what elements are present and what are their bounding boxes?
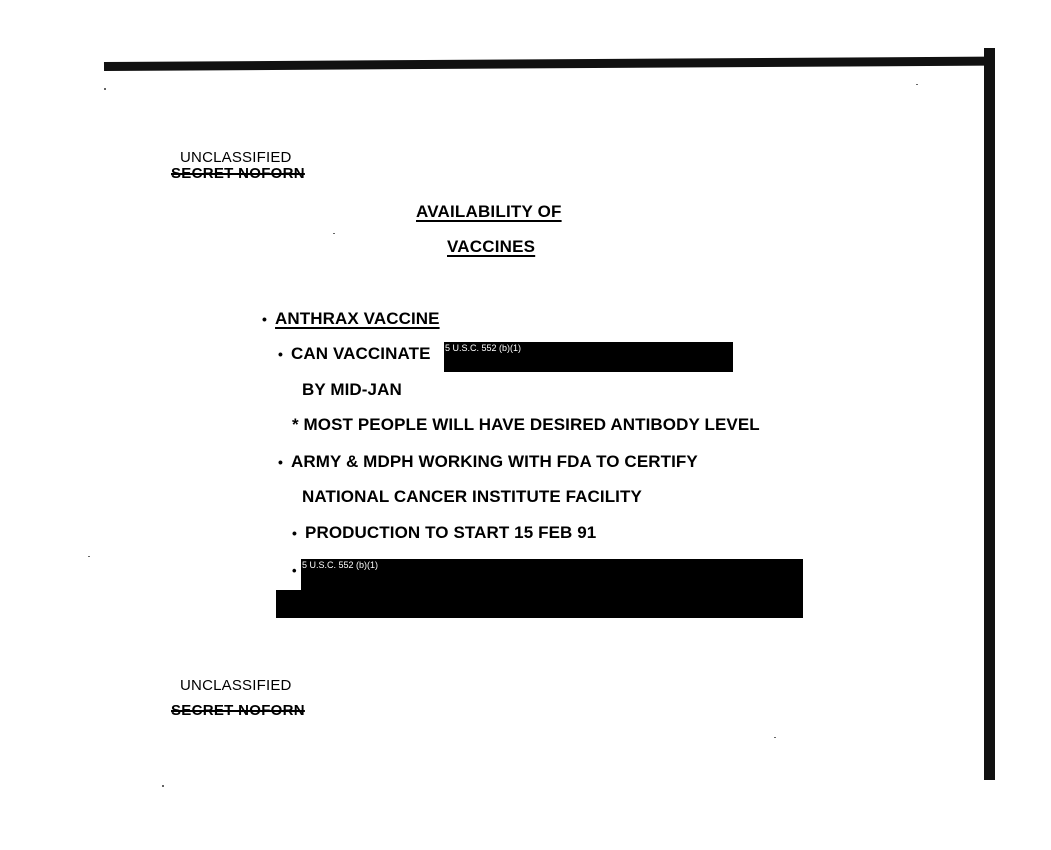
page-top-border (104, 57, 986, 71)
bullet-icon: • (278, 346, 284, 362)
scan-speck (162, 785, 164, 787)
list-item (292, 523, 596, 543)
bullet-icon: • (262, 311, 268, 327)
document-title-line-1: AVAILABILITY OF (416, 202, 562, 221)
redaction-block-lower (276, 590, 803, 618)
redaction-label: 5 U.S.C. 552 (b)(1) (302, 560, 379, 570)
footer-struck-marking: SECRET NOFORN (171, 702, 305, 719)
list-item: BY MID-JAN (302, 380, 402, 399)
list-item (278, 452, 698, 472)
scan-speck (104, 88, 106, 90)
scan-speck (774, 737, 776, 738)
redaction-block (444, 342, 733, 372)
section-heading-text: ANTHRAX VACCINE (275, 309, 440, 328)
list-item-text: ARMY & MDPH WORKING WITH FDA TO CERTIFY (291, 452, 698, 471)
bullet-icon: • (292, 525, 298, 541)
footer-classification: UNCLASSIFIED (180, 677, 292, 694)
list-item-text: CAN VACCINATE (291, 344, 431, 363)
scan-speck (333, 233, 335, 234)
document-title-line-2: VACCINES (447, 237, 536, 256)
redaction-label: 5 U.S.C. 552 (b)(1) (445, 343, 522, 353)
header-struck-marking: SECRET NOFORN (171, 165, 305, 182)
section-heading (262, 309, 440, 329)
list-item: NATIONAL CANCER INSTITUTE FACILITY (302, 487, 642, 506)
page-right-border (984, 48, 995, 780)
header-classification: UNCLASSIFIED (180, 149, 292, 166)
list-item (278, 344, 431, 364)
bullet-icon: • (292, 563, 297, 578)
list-item-text: PRODUCTION TO START 15 FEB 91 (305, 523, 597, 542)
redaction-block (301, 559, 803, 592)
scan-speck (916, 84, 918, 85)
bullet-icon: • (278, 454, 284, 470)
list-item: * MOST PEOPLE WILL HAVE DESIRED ANTIBODY LEVEL (292, 415, 760, 434)
scan-speck (88, 556, 90, 557)
